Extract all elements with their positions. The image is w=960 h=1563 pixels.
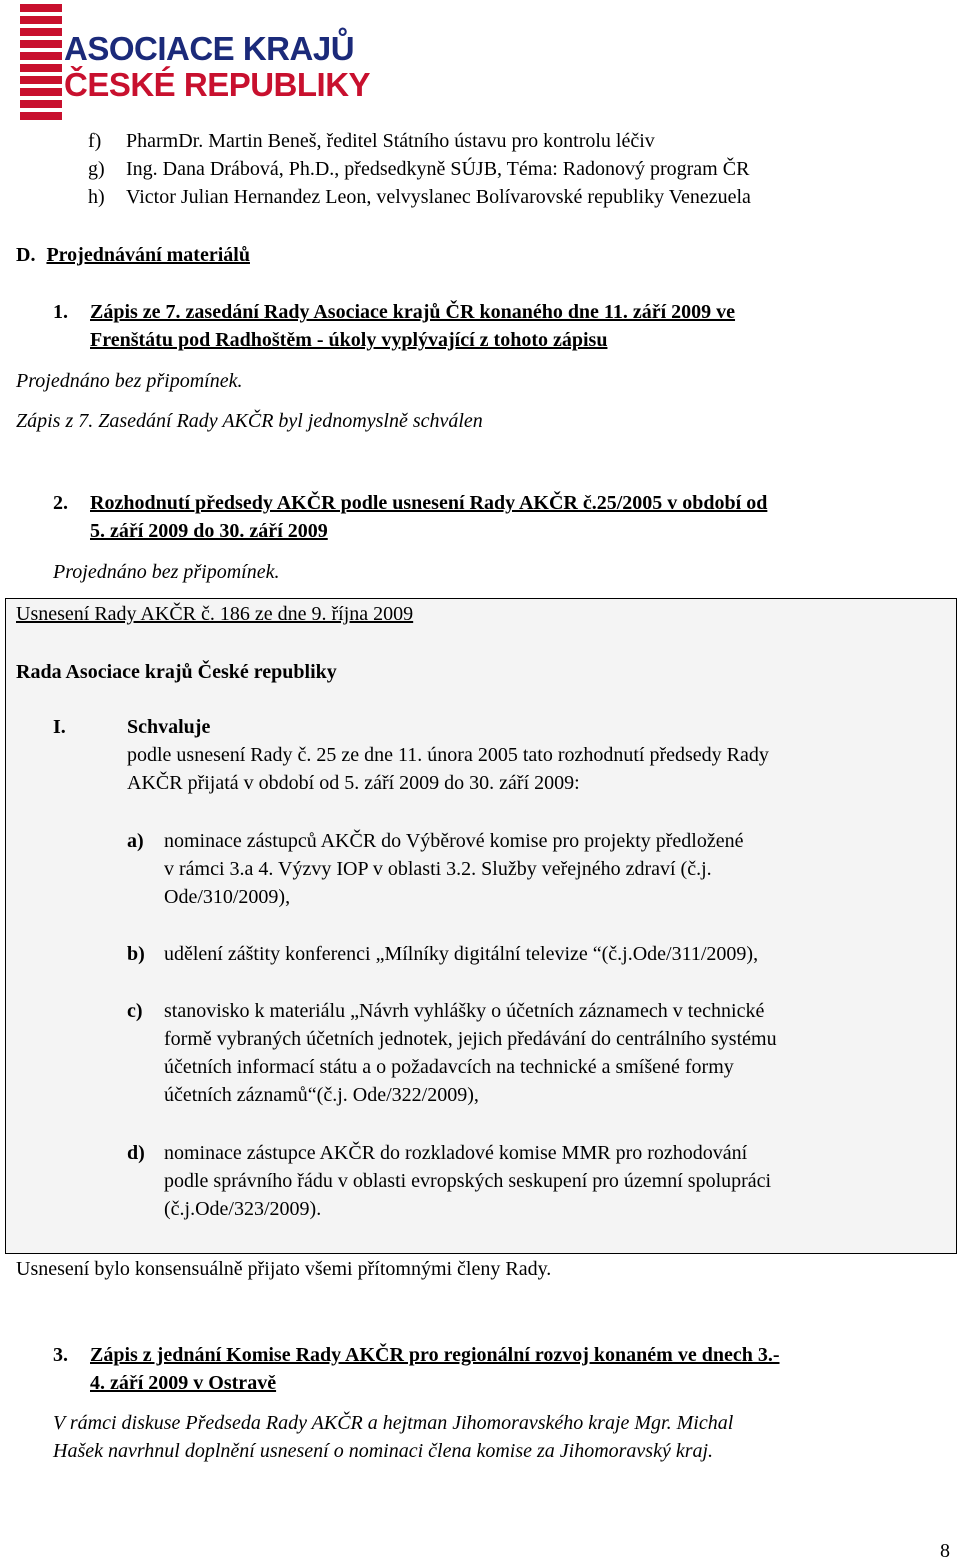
resolution-item-letter-d: d) xyxy=(127,1142,145,1164)
item1-number: 1. xyxy=(53,301,68,323)
item2-title-line1: Rozhodnutí předsedy AKČR podle usnesení Rady AKČR č.25/2005 v období od xyxy=(90,492,768,514)
item2-title-line2: 5. září 2009 do 30. září 2009 xyxy=(90,520,328,542)
resolution-item-a-line2: v rámci 3.a 4. Výzvy IOP v oblasti 3.2. Služby veřejného zdraví (č.j. xyxy=(164,858,712,880)
resolution-header: Usnesení Rady AKČR č. 186 ze dne 9. října 2009 xyxy=(16,603,414,625)
item1-note-2: Zápis z 7. Zasedání Rady AKČR byl jednomyslně schválen xyxy=(16,410,483,432)
resolution-item-c-line1: stanovisko k materiálu „Návrh vyhlášky o účetních záznamech v technické xyxy=(164,1000,765,1022)
resolution-council: Rada Asociace krajů České republiky xyxy=(16,661,337,683)
item1-title-line1: Zápis ze 7. zasedání Rady Asociace krajů ČR konaného dne 11. září 2009 ve xyxy=(90,301,736,323)
item3-number: 3. xyxy=(53,1344,68,1366)
resolution-item-c-line2: formě vybraných účetních jednotek, jejich předávání do centrálního systému xyxy=(164,1028,777,1050)
resolution-roman-numeral: I. xyxy=(53,716,66,738)
resolution-item-c-line4: účetních záznamů“(č.j. Ode/322/2009), xyxy=(164,1084,479,1106)
resolution-approves: Schvaluje xyxy=(127,716,211,738)
section-d-title: Projednávání materiálů xyxy=(46,244,250,266)
guest-item-h xyxy=(88,183,751,211)
item2-note: Projednáno bez připomínek. xyxy=(53,561,280,583)
page-number: 8 xyxy=(940,1540,950,1562)
resolution-item-c-line3: účetních informací státu a o požadavcích na technické a smíšené formy xyxy=(164,1056,734,1078)
resolution-item-a-line3: Ode/310/2009), xyxy=(164,886,291,908)
guest-text: PharmDr. Martin Beneš, ředitel Státního ústavu pro kontrolu léčiv xyxy=(126,130,655,152)
item3-title-line2: 4. září 2009 v Ostravě xyxy=(90,1372,277,1394)
item2-number: 2. xyxy=(53,492,68,514)
consensus-text: Usnesení bylo konsensuálně přijato všemi přítomnými členy Rady. xyxy=(16,1258,552,1280)
resolution-item-d-line3: (č.j.Ode/323/2009). xyxy=(164,1198,322,1220)
section-d-letter: D. xyxy=(16,244,36,266)
resolution-basis-line2: AKČR přijatá v období od 5. září 2009 do 30. září 2009: xyxy=(127,772,580,794)
resolution-item-letter-a: a) xyxy=(127,830,144,852)
resolution-item-d-line1: nominace zástupce AKČR do rozkladové komise MMR pro rozhodování xyxy=(164,1142,748,1164)
logo-text-line1: ASOCIACE KRAJŮ xyxy=(64,30,355,67)
guest-text: Ing. Dana Drábová, Ph.D., předsedkyně SÚJB, Téma: Radonový program ČR xyxy=(126,158,750,180)
guest-letter: f) xyxy=(88,130,102,152)
item3-title-line1: Zápis z jednání Komise Rady AKČR pro regionální rozvoj konaném ve dnech 3.- xyxy=(90,1344,780,1366)
guest-letter: h) xyxy=(88,186,105,208)
guest-text: Victor Julian Hernandez Leon, velvyslanec Bolívarovské republiky Venezuela xyxy=(126,186,751,208)
resolution-item-b-line1: udělení záštity konferenci „Mílníky digitální televize “(č.j.Ode/311/2009), xyxy=(164,943,759,965)
item3-discussion-line1: V rámci diskuse Předseda Rady AKČR a hejtman Jihomoravského kraje Mgr. Michal xyxy=(53,1412,734,1434)
item3-discussion-line2: Hašek navrhnul doplnění usnesení o nominaci člena komise za Jihomoravský kraj. xyxy=(53,1440,714,1462)
guest-item-g xyxy=(88,155,750,183)
resolution-item-letter-b: b) xyxy=(127,943,145,965)
resolution-basis-line1: podle usnesení Rady č. 25 ze dne 11. února 2005 tato rozhodnutí předsedy Rady xyxy=(127,744,769,766)
resolution-item-d-line2: podle správního řádu v oblasti evropských seskupení pro územní spolupráci xyxy=(164,1170,772,1192)
resolution-item-a-line1: nominace zástupců AKČR do Výběrové komise pro projekty předložené xyxy=(164,830,744,852)
logo-bars-icon xyxy=(20,4,62,122)
item1-title-line2: Frenštátu pod Radhoštěm - úkoly vyplývající z tohoto zápisu xyxy=(90,329,608,351)
section-d-heading xyxy=(16,241,250,269)
guest-letter: g) xyxy=(88,158,105,180)
resolution-item-letter-c: c) xyxy=(127,1000,143,1022)
logo-text-line2: ČESKÉ REPUBLIKY xyxy=(64,66,371,103)
guest-item-f xyxy=(88,127,655,155)
item1-note-1: Projednáno bez připomínek. xyxy=(16,370,243,392)
